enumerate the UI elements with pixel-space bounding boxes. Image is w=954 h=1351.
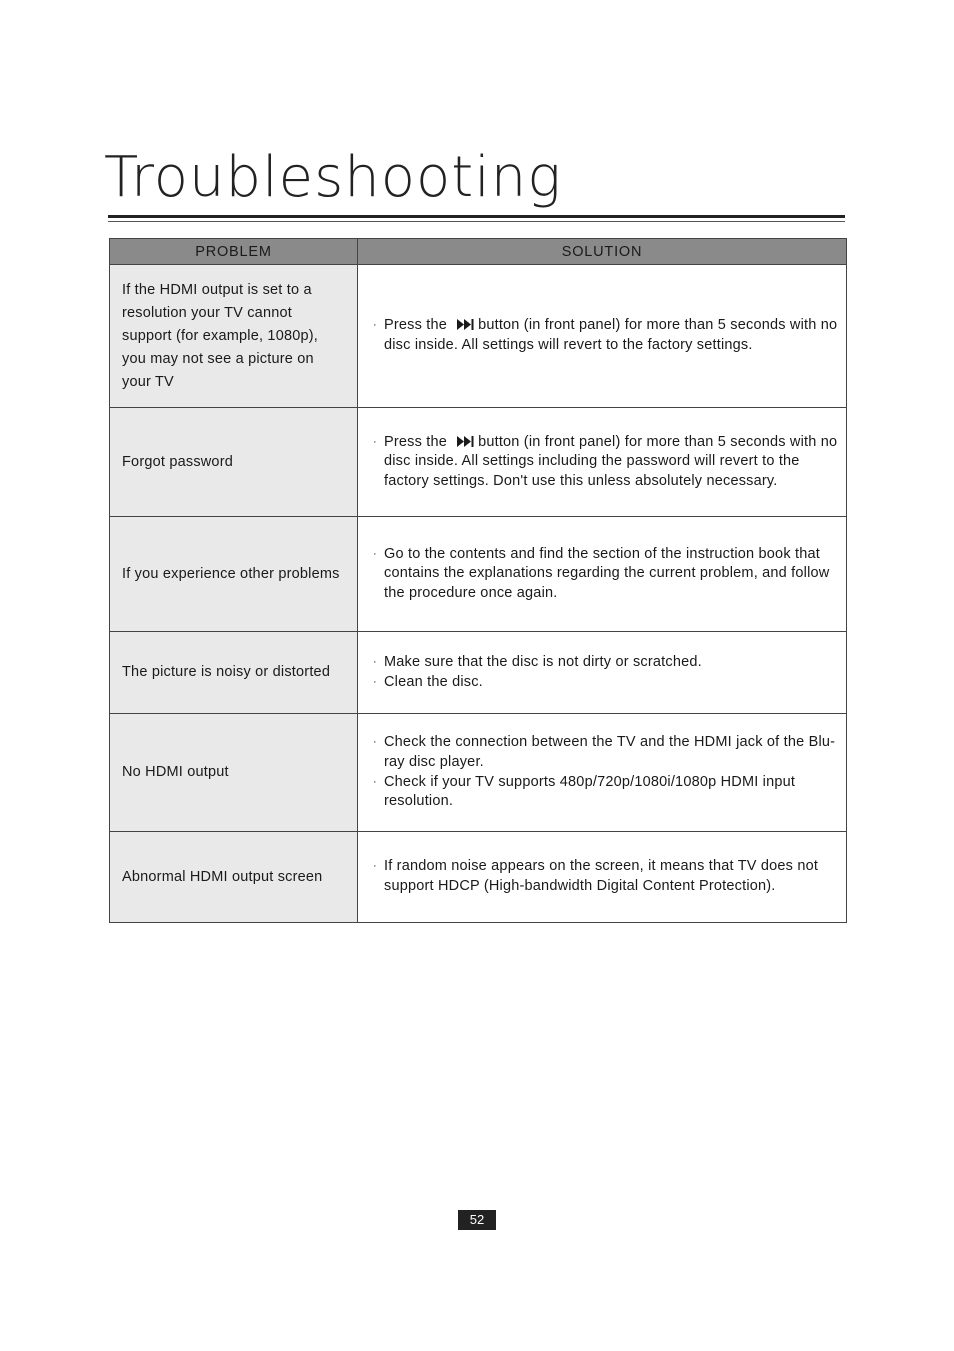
page-title: Troubleshooting [104,145,562,210]
solution-text: Press the [384,433,448,450]
troubleshooting-table [109,238,847,923]
solution-text: Check the connection between the TV and the HDMI jack of the Blu-ray disc player. [384,734,836,770]
title-rule-thick [108,215,845,218]
solution-text: Clean the disc. [384,673,483,690]
table-row [110,265,847,408]
solution-item [373,545,838,604]
fast-forward-next-icon [457,319,474,330]
solution-cell [358,408,847,517]
solution-cell [358,265,847,408]
solution-item [373,733,838,772]
table-row [110,408,847,517]
table-row [110,517,847,632]
bullet-dot: · [373,775,377,788]
header-solution: SOLUTION [358,239,847,265]
solution-text: Press the [384,317,448,334]
table-row [110,632,847,714]
solution-text: button (in front panel) for more than 5 seconds with no disc inside. All settings will revert to the factory settings. [384,317,838,353]
table-header-row [110,239,847,265]
problem-cell: If you experience other problems [110,517,358,632]
bullet-dot: · [373,860,377,873]
solution-item [373,773,838,812]
solution-cell [358,714,847,832]
solution-item [373,673,838,693]
bullet-dot: · [373,547,377,560]
bullet-dot: · [373,675,377,688]
problem-cell: Forgot password [110,408,358,517]
problem-cell: The picture is noisy or distorted [110,632,358,714]
bullet-dot: · [373,655,377,668]
fast-forward-next-icon [457,436,474,447]
solution-text: Go to the contents and find the section of the instruction book that contains the explanations regarding the current problem, and follow the procedure once again. [384,545,830,601]
solution-item [373,653,838,673]
title-rule-thin [108,221,845,222]
bullet-dot: · [373,319,377,332]
header-problem: PROBLEM [110,239,358,265]
solution-cell [358,832,847,923]
problem-cell: No HDMI output [110,714,358,832]
page-number: 52 [458,1210,496,1230]
solution-text: Make sure that the disc is not dirty or scratched. [384,653,702,670]
solution-cell [358,632,847,714]
solution-item [373,316,838,355]
solution-text: Check if your TV supports 480p/720p/1080i/1080p HDMI input resolution. [384,773,796,810]
solution-item [373,857,838,896]
solution-text: button (in front panel) for more than 5 seconds with no disc inside. All settings including the password will revert to the factory settings. Don't use this unless absolutely necessary. [384,433,838,489]
solution-item [373,433,838,492]
bullet-dot: · [373,736,377,749]
problem-cell: If the HDMI output is set to a resolution your TV cannot support (for example, 1080p), you may not see a picture on your TV [110,265,358,408]
bullet-dot: · [373,435,377,448]
table-row [110,714,847,832]
solution-text: If random noise appears on the screen, it means that TV does not support HDCP (High-bandwidth Digital Content Protection). [384,858,819,894]
problem-cell: Abnormal HDMI output screen [110,832,358,923]
table-row [110,832,847,923]
solution-cell [358,517,847,632]
